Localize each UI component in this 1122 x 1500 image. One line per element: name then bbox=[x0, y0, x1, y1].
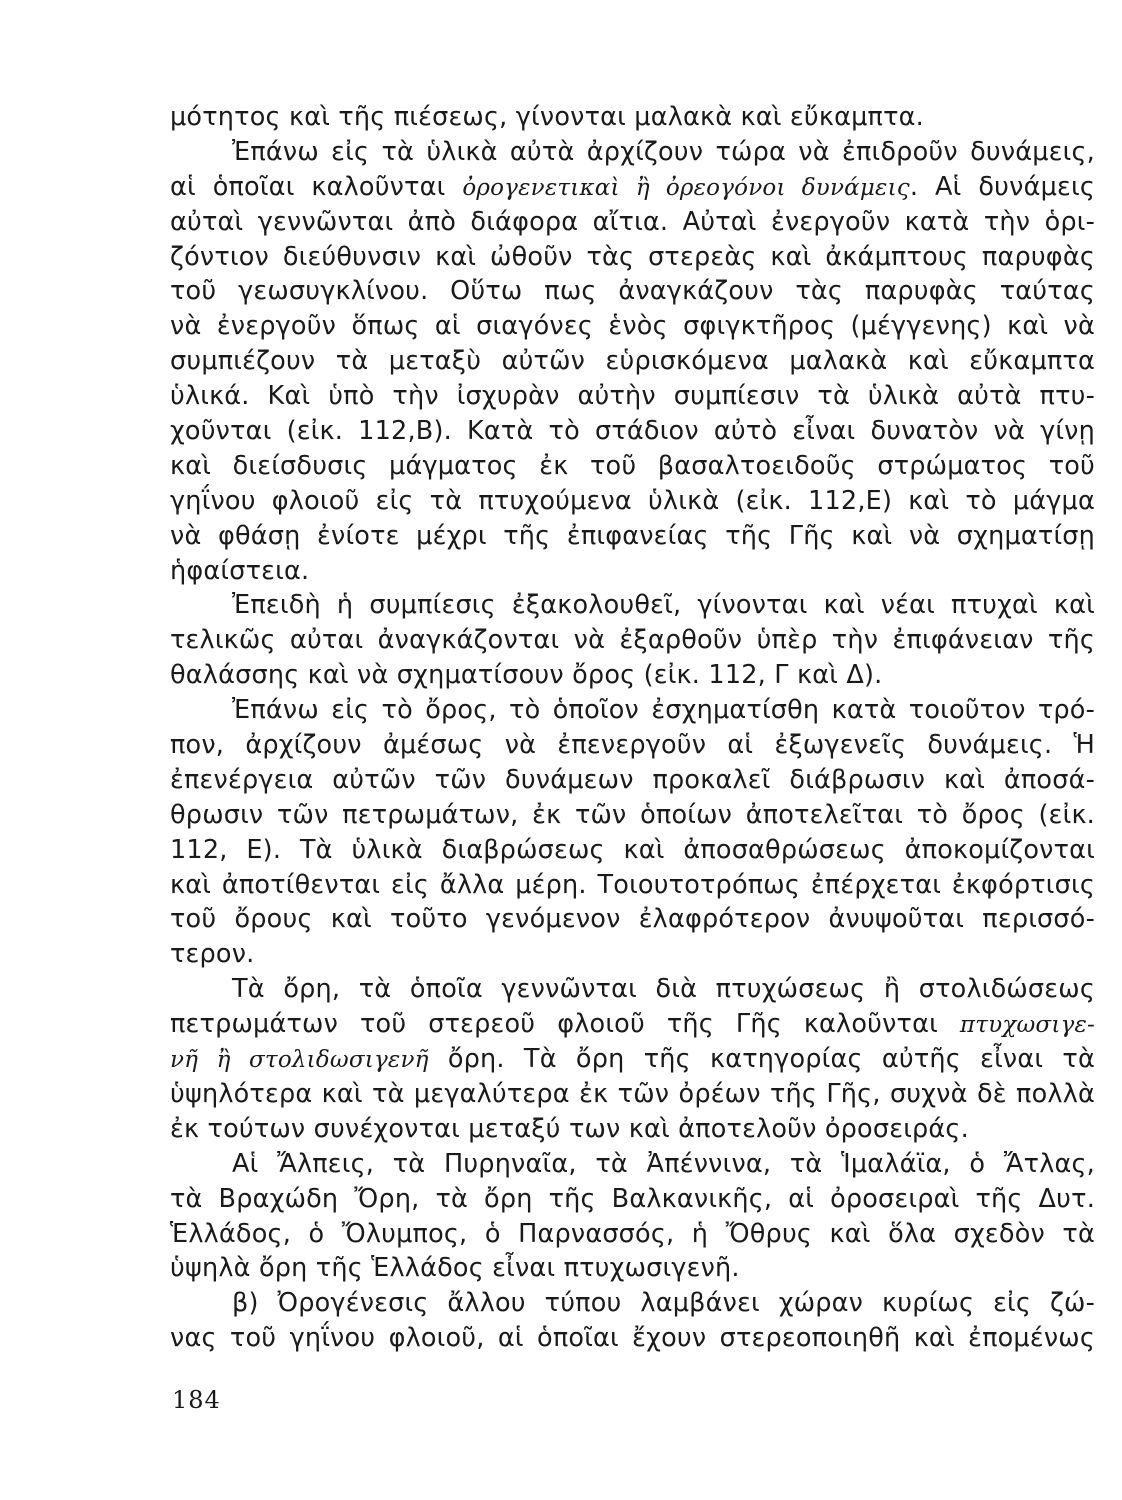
text-line: αὐταὶ γεννῶνται ἀπὸ διάφορα αἴτια. Αὐταὶ ἐνεργοῦν κατὰ τὴν ὁρι- bbox=[170, 206, 1095, 237]
text-line: Τὰ ὄρη, τὰ ὁποῖα γεννῶνται διὰ πτυχώσεως ἢ στολιδώσεως bbox=[232, 974, 1095, 1005]
text-line: Ἐπάνω εἰς τὰ ὑλικὰ αὐτὰ ἀρχίζουν τώρα νὰ ἐπιδροῦν δυνάμεις, bbox=[232, 136, 1095, 167]
text-line: 112, Ε). Τὰ ὑλικὰ διαβρώσεως καὶ ἀποσαθρώσεως ἀποκομίζονται bbox=[170, 834, 1095, 865]
text-line: τοῦ γεωσυγκλίνου. Οὕτω πως ἀναγκάζουν τὰς παρυφὰς ταύτας bbox=[170, 276, 1095, 307]
text-line: θρωσιν τῶν πετρωμάτων, ἐκ τῶν ὁποίων ἀποτελεῖται τὸ ὄρος (εἰκ. bbox=[170, 799, 1095, 830]
text-line: β) Ὀρογένεσις ἄλλου τύπου λαμβάνει χώραν κυρίως εἰς ζώ- bbox=[232, 1288, 1095, 1319]
text-line: ἐπενέργεια αὐτῶν τῶν δυνάμεων προκαλεῖ διάβρωσιν καὶ ἀποσά- bbox=[170, 764, 1095, 795]
text-line: ζόντιον διεύθυνσιν καὶ ὠθοῦν τὰς στερεὰς καὶ ἀκάμπτους παρυφὰς bbox=[170, 241, 1095, 272]
text-line: ὑψηλὰ ὄρη τῆς Ἑλλάδος εἶναι πτυχωσιγενῆ. bbox=[170, 1253, 740, 1284]
text-line: Αἱ Ἄλπεις, τὰ Πυρηναῖα, τὰ Ἀπέννινα, τὰ Ἱμαλάϊα, ὁ Ἄτλας, bbox=[232, 1148, 1095, 1179]
text-line: νὰ φθάσῃ ἐνίοτε μέχρι τῆς ἐπιφανείας τῆς Γῆς καὶ νὰ σχηματίσῃ bbox=[170, 520, 1095, 551]
text-line: καὶ διείσδυσις μάγματος ἐκ τοῦ βασαλτοειδοῦς στρώματος τοῦ bbox=[170, 450, 1095, 481]
page-body bbox=[170, 100, 1095, 1356]
text-line: μότητος καὶ τῆς πιέσεως, γίνονται μαλακὰ καὶ εὔκαμπτα. bbox=[170, 102, 924, 132]
text-line: ὑψηλότερα καὶ τὰ μεγαλύτερα ἐκ τῶν ὀρέων τῆς Γῆς, συχνὰ δὲ πολλὰ bbox=[170, 1078, 1095, 1109]
text-line: πετρωμάτων τοῦ στερεοῦ φλοιοῦ τῆς Γῆς καλοῦνται πτυχωσιγε- bbox=[170, 1009, 1095, 1040]
text-line: τοῦ ὄρους καὶ τοῦτο γενόμενον ἐλαφρότερον ἀνυψοῦται περισσό- bbox=[170, 904, 1095, 935]
text-line: καὶ ἀποτίθενται εἰς ἄλλα μέρη. Τοιουτοτρόπως ἐπέρχεται ἐκφόρτισις bbox=[170, 869, 1095, 900]
text-line: Ἐπάνω εἰς τὸ ὄρος, τὸ ὁποῖον ἐσχηματίσθη κατὰ τοιοῦτον τρό- bbox=[232, 695, 1095, 726]
text-line: Ἑλλάδος, ὁ Ὄλυμπος, ὁ Παρνασσός, ἡ Ὄθρυς καὶ ὅλα σχεδὸν τὰ bbox=[170, 1218, 1095, 1249]
italic-term: νῆ ἢ στολιδωσιγενῆ bbox=[170, 1047, 429, 1074]
text-line: ὑλικά. Καὶ ὑπὸ τὴν ἰσχυρὰν αὐτὴν συμπίεσιν τὰ ὑλικὰ αὐτὰ πτυ- bbox=[170, 381, 1095, 412]
italic-term: ὀρογενετικαὶ ἢ ὀρεογόνοι δυνάμεις bbox=[462, 174, 910, 201]
text-line: νας τοῦ γηΐνου φλοιοῦ, αἱ ὁποῖαι ἔχουν στερεοποιηθῆ καὶ ἐπομένως bbox=[170, 1323, 1095, 1354]
text-line: τὰ Βραχώδη Ὄρη, τὰ ὄρη τῆς Βαλκανικῆς, αἱ ὀροσειραὶ τῆς Δυτ. bbox=[170, 1183, 1095, 1214]
text-line: πον, ἀρχίζουν ἀμέσως νὰ ἐπενεργοῦν αἱ ἐξωγενεῖς δυνάμεις. Ἡ bbox=[170, 730, 1095, 761]
page-number: 184 bbox=[172, 1386, 221, 1414]
text-line: νῆ ἢ στολιδωσιγενῆ ὄρη. Τὰ ὄρη τῆς κατηγορίας αὐτῆς εἶναι τὰ bbox=[170, 1044, 1095, 1075]
text-line: ἐκ τούτων συνέχονται μεταξύ των καὶ ἀποτελοῦν ὀροσειράς. bbox=[170, 1113, 969, 1144]
text-line: συμπιέζουν τὰ μεταξὺ αὐτῶν εὑρισκόμενα μαλακὰ καὶ εὔκαμπτα bbox=[170, 346, 1095, 377]
text-line: τελικῶς αὐται ἀναγκάζονται νὰ ἐξαρθοῦν ὑπὲρ τὴν ἐπιφάνειαν τῆς bbox=[170, 625, 1095, 656]
text-line: ἡφαίστεια. bbox=[170, 555, 310, 586]
text-line: Ἐπειδὴ ἡ συμπίεσις ἐξακολουθεῖ, γίνονται καὶ νέαι πτυχαὶ καὶ bbox=[232, 590, 1095, 621]
italic-term: πτυχωσιγε- bbox=[959, 1012, 1095, 1039]
text-line: χοῦνται (εἰκ. 112,Β). Κατὰ τὸ στάδιον αὐτὸ εἶναι δυνατὸν νὰ γίνῃ bbox=[170, 416, 1095, 447]
text-line: θαλάσσης καὶ νὰ σχηματίσουν ὄρος (εἰκ. 112, Γ καὶ Δ). bbox=[170, 660, 883, 691]
text-line: τερον. bbox=[170, 939, 255, 970]
text-line: αἱ ὁποῖαι καλοῦνται ὀρογενετικαὶ ἢ ὀρεογόνοι δυνάμεις. Αἱ δυνάμεις bbox=[170, 171, 1095, 202]
text-line: γηΐνου φλοιοῦ εἰς τὰ πτυχούμενα ὑλικὰ (εἰκ. 112,Ε) καὶ τὸ μάγμα bbox=[170, 485, 1095, 516]
text-line: νὰ ἐνεργοῦν ὅπως αἱ σιαγόνες ἑνὸς σφιγκτῆρος (μέγγενης) καὶ νὰ bbox=[170, 311, 1095, 342]
